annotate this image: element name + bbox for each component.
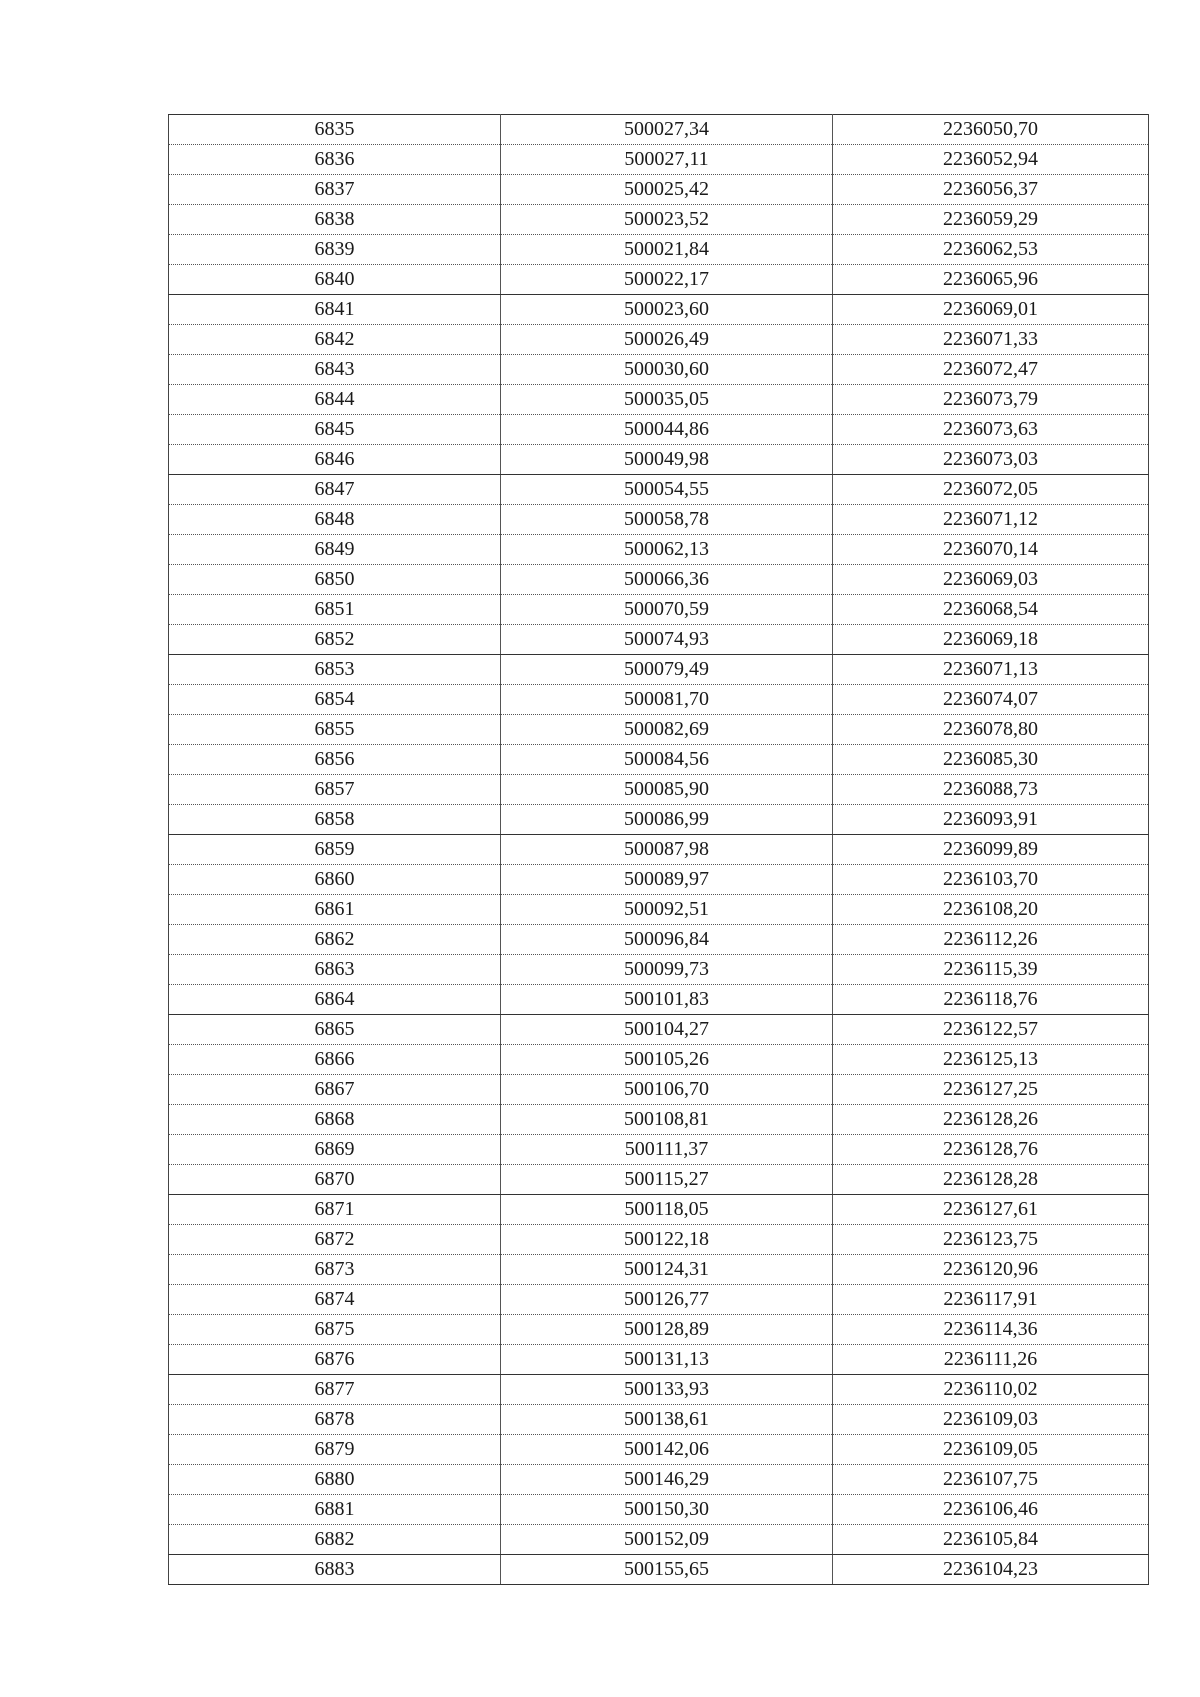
x-coordinate-cell: 500062,13 (501, 535, 833, 565)
x-coordinate-cell: 500146,29 (501, 1465, 833, 1495)
x-coordinate-cell: 500105,26 (501, 1045, 833, 1075)
point-number-cell: 6838 (169, 205, 501, 235)
table-row (169, 1405, 1149, 1435)
coordinates-table (168, 114, 1149, 1585)
table-row (169, 205, 1149, 235)
point-number-cell: 6841 (169, 295, 501, 325)
y-coordinate-cell: 2236056,37 (833, 175, 1149, 205)
point-number-cell: 6858 (169, 805, 501, 835)
x-coordinate-cell: 500021,84 (501, 235, 833, 265)
point-number-cell: 6874 (169, 1285, 501, 1315)
y-coordinate-cell: 2236052,94 (833, 145, 1149, 175)
table-row (169, 865, 1149, 895)
y-coordinate-cell: 2236107,75 (833, 1465, 1149, 1495)
point-number-cell: 6836 (169, 145, 501, 175)
point-number-cell: 6857 (169, 775, 501, 805)
point-number-cell: 6859 (169, 835, 501, 865)
x-coordinate-cell: 500074,93 (501, 625, 833, 655)
x-coordinate-cell: 500082,69 (501, 715, 833, 745)
table-row (169, 385, 1149, 415)
table-row (169, 775, 1149, 805)
x-coordinate-cell: 500099,73 (501, 955, 833, 985)
point-number-cell: 6854 (169, 685, 501, 715)
point-number-cell: 6880 (169, 1465, 501, 1495)
y-coordinate-cell: 2236073,63 (833, 415, 1149, 445)
point-number-cell: 6856 (169, 745, 501, 775)
point-number-cell: 6853 (169, 655, 501, 685)
table-row (169, 295, 1149, 325)
table-row (169, 1075, 1149, 1105)
table-row (169, 445, 1149, 475)
table-row (169, 475, 1149, 505)
point-number-cell: 6860 (169, 865, 501, 895)
table-row (169, 1435, 1149, 1465)
x-coordinate-cell: 500142,06 (501, 1435, 833, 1465)
y-coordinate-cell: 2236109,05 (833, 1435, 1149, 1465)
table-row (169, 685, 1149, 715)
table-row (169, 745, 1149, 775)
point-number-cell: 6875 (169, 1315, 501, 1345)
y-coordinate-cell: 2236085,30 (833, 745, 1149, 775)
y-coordinate-cell: 2236111,26 (833, 1345, 1149, 1375)
table-row (169, 115, 1149, 145)
y-coordinate-cell: 2236125,13 (833, 1045, 1149, 1075)
x-coordinate-cell: 500126,77 (501, 1285, 833, 1315)
table-row (169, 1105, 1149, 1135)
table-row (169, 1315, 1149, 1345)
point-number-cell: 6872 (169, 1225, 501, 1255)
table-row (169, 235, 1149, 265)
table-row (169, 715, 1149, 745)
table-row (169, 655, 1149, 685)
y-coordinate-cell: 2236104,23 (833, 1555, 1149, 1585)
table-row (169, 415, 1149, 445)
y-coordinate-cell: 2236050,70 (833, 115, 1149, 145)
x-coordinate-cell: 500118,05 (501, 1195, 833, 1225)
x-coordinate-cell: 500111,37 (501, 1135, 833, 1165)
y-coordinate-cell: 2236069,03 (833, 565, 1149, 595)
y-coordinate-cell: 2236069,18 (833, 625, 1149, 655)
point-number-cell: 6876 (169, 1345, 501, 1375)
y-coordinate-cell: 2236117,91 (833, 1285, 1149, 1315)
x-coordinate-cell: 500152,09 (501, 1525, 833, 1555)
table-row (169, 1015, 1149, 1045)
y-coordinate-cell: 2236112,26 (833, 925, 1149, 955)
y-coordinate-cell: 2236072,47 (833, 355, 1149, 385)
y-coordinate-cell: 2236069,01 (833, 295, 1149, 325)
x-coordinate-cell: 500081,70 (501, 685, 833, 715)
table-row (169, 265, 1149, 295)
x-coordinate-cell: 500108,81 (501, 1105, 833, 1135)
y-coordinate-cell: 2236114,36 (833, 1315, 1149, 1345)
point-number-cell: 6878 (169, 1405, 501, 1435)
y-coordinate-cell: 2236109,03 (833, 1405, 1149, 1435)
x-coordinate-cell: 500150,30 (501, 1495, 833, 1525)
point-number-cell: 6881 (169, 1495, 501, 1525)
y-coordinate-cell: 2236074,07 (833, 685, 1149, 715)
y-coordinate-cell: 2236122,57 (833, 1015, 1149, 1045)
y-coordinate-cell: 2236068,54 (833, 595, 1149, 625)
point-number-cell: 6837 (169, 175, 501, 205)
table-row (169, 625, 1149, 655)
point-number-cell: 6847 (169, 475, 501, 505)
point-number-cell: 6863 (169, 955, 501, 985)
point-number-cell: 6845 (169, 415, 501, 445)
table-row (169, 1255, 1149, 1285)
point-number-cell: 6835 (169, 115, 501, 145)
table-row (169, 595, 1149, 625)
table-row (169, 505, 1149, 535)
x-coordinate-cell: 500086,99 (501, 805, 833, 835)
y-coordinate-cell: 2236120,96 (833, 1255, 1149, 1285)
x-coordinate-cell: 500085,90 (501, 775, 833, 805)
y-coordinate-cell: 2236127,61 (833, 1195, 1149, 1225)
y-coordinate-cell: 2236071,33 (833, 325, 1149, 355)
point-number-cell: 6879 (169, 1435, 501, 1465)
point-number-cell: 6882 (169, 1525, 501, 1555)
y-coordinate-cell: 2236128,28 (833, 1165, 1149, 1195)
x-coordinate-cell: 500104,27 (501, 1015, 833, 1045)
point-number-cell: 6843 (169, 355, 501, 385)
point-number-cell: 6867 (169, 1075, 501, 1105)
table-row (169, 835, 1149, 865)
y-coordinate-cell: 2236070,14 (833, 535, 1149, 565)
table-row (169, 1045, 1149, 1075)
point-number-cell: 6855 (169, 715, 501, 745)
x-coordinate-cell: 500131,13 (501, 1345, 833, 1375)
table-row (169, 1495, 1149, 1525)
y-coordinate-cell: 2236062,53 (833, 235, 1149, 265)
point-number-cell: 6849 (169, 535, 501, 565)
table-row (169, 355, 1149, 385)
table-row (169, 1135, 1149, 1165)
point-number-cell: 6864 (169, 985, 501, 1015)
x-coordinate-cell: 500023,52 (501, 205, 833, 235)
x-coordinate-cell: 500106,70 (501, 1075, 833, 1105)
point-number-cell: 6870 (169, 1165, 501, 1195)
coordinates-table-body (169, 115, 1149, 1585)
y-coordinate-cell: 2236103,70 (833, 865, 1149, 895)
y-coordinate-cell: 2236073,79 (833, 385, 1149, 415)
point-number-cell: 6861 (169, 895, 501, 925)
x-coordinate-cell: 500070,59 (501, 595, 833, 625)
table-row (169, 145, 1149, 175)
x-coordinate-cell: 500035,05 (501, 385, 833, 415)
y-coordinate-cell: 2236093,91 (833, 805, 1149, 835)
table-row (169, 805, 1149, 835)
x-coordinate-cell: 500124,31 (501, 1255, 833, 1285)
y-coordinate-cell: 2236105,84 (833, 1525, 1149, 1555)
x-coordinate-cell: 500089,97 (501, 865, 833, 895)
x-coordinate-cell: 500027,34 (501, 115, 833, 145)
x-coordinate-cell: 500128,89 (501, 1315, 833, 1345)
table-row (169, 175, 1149, 205)
table-row (169, 1225, 1149, 1255)
y-coordinate-cell: 2236073,03 (833, 445, 1149, 475)
point-number-cell: 6850 (169, 565, 501, 595)
x-coordinate-cell: 500084,56 (501, 745, 833, 775)
x-coordinate-cell: 500030,60 (501, 355, 833, 385)
point-number-cell: 6846 (169, 445, 501, 475)
table-row (169, 1345, 1149, 1375)
point-number-cell: 6852 (169, 625, 501, 655)
y-coordinate-cell: 2236115,39 (833, 955, 1149, 985)
table-row (169, 895, 1149, 925)
x-coordinate-cell: 500023,60 (501, 295, 833, 325)
table-row (169, 955, 1149, 985)
y-coordinate-cell: 2236110,02 (833, 1375, 1149, 1405)
y-coordinate-cell: 2236108,20 (833, 895, 1149, 925)
point-number-cell: 6862 (169, 925, 501, 955)
y-coordinate-cell: 2236078,80 (833, 715, 1149, 745)
x-coordinate-cell: 500115,27 (501, 1165, 833, 1195)
point-number-cell: 6871 (169, 1195, 501, 1225)
x-coordinate-cell: 500133,93 (501, 1375, 833, 1405)
y-coordinate-cell: 2236071,12 (833, 505, 1149, 535)
table-row (169, 1525, 1149, 1555)
y-coordinate-cell: 2236099,89 (833, 835, 1149, 865)
y-coordinate-cell: 2236123,75 (833, 1225, 1149, 1255)
x-coordinate-cell: 500026,49 (501, 325, 833, 355)
point-number-cell: 6840 (169, 265, 501, 295)
table-row (169, 1375, 1149, 1405)
table-row (169, 1195, 1149, 1225)
table-row (169, 565, 1149, 595)
x-coordinate-cell: 500087,98 (501, 835, 833, 865)
y-coordinate-cell: 2236071,13 (833, 655, 1149, 685)
table-row (169, 325, 1149, 355)
x-coordinate-cell: 500025,42 (501, 175, 833, 205)
point-number-cell: 6883 (169, 1555, 501, 1585)
point-number-cell: 6842 (169, 325, 501, 355)
point-number-cell: 6865 (169, 1015, 501, 1045)
x-coordinate-cell: 500092,51 (501, 895, 833, 925)
point-number-cell: 6839 (169, 235, 501, 265)
point-number-cell: 6873 (169, 1255, 501, 1285)
point-number-cell: 6869 (169, 1135, 501, 1165)
point-number-cell: 6877 (169, 1375, 501, 1405)
point-number-cell: 6868 (169, 1105, 501, 1135)
y-coordinate-cell: 2236118,76 (833, 985, 1149, 1015)
x-coordinate-cell: 500122,18 (501, 1225, 833, 1255)
y-coordinate-cell: 2236059,29 (833, 205, 1149, 235)
table-row (169, 1555, 1149, 1585)
x-coordinate-cell: 500044,86 (501, 415, 833, 445)
x-coordinate-cell: 500058,78 (501, 505, 833, 535)
x-coordinate-cell: 500101,83 (501, 985, 833, 1015)
x-coordinate-cell: 500066,36 (501, 565, 833, 595)
x-coordinate-cell: 500138,61 (501, 1405, 833, 1435)
table-row (169, 985, 1149, 1015)
table-row (169, 535, 1149, 565)
table-row (169, 1165, 1149, 1195)
y-coordinate-cell: 2236106,46 (833, 1495, 1149, 1525)
x-coordinate-cell: 500027,11 (501, 145, 833, 175)
table-row (169, 1285, 1149, 1315)
x-coordinate-cell: 500096,84 (501, 925, 833, 955)
x-coordinate-cell: 500079,49 (501, 655, 833, 685)
table-row (169, 1465, 1149, 1495)
point-number-cell: 6848 (169, 505, 501, 535)
x-coordinate-cell: 500022,17 (501, 265, 833, 295)
point-number-cell: 6844 (169, 385, 501, 415)
point-number-cell: 6866 (169, 1045, 501, 1075)
table-row (169, 925, 1149, 955)
x-coordinate-cell: 500155,65 (501, 1555, 833, 1585)
y-coordinate-cell: 2236065,96 (833, 265, 1149, 295)
y-coordinate-cell: 2236128,76 (833, 1135, 1149, 1165)
y-coordinate-cell: 2236127,25 (833, 1075, 1149, 1105)
y-coordinate-cell: 2236128,26 (833, 1105, 1149, 1135)
y-coordinate-cell: 2236088,73 (833, 775, 1149, 805)
x-coordinate-cell: 500049,98 (501, 445, 833, 475)
y-coordinate-cell: 2236072,05 (833, 475, 1149, 505)
point-number-cell: 6851 (169, 595, 501, 625)
x-coordinate-cell: 500054,55 (501, 475, 833, 505)
